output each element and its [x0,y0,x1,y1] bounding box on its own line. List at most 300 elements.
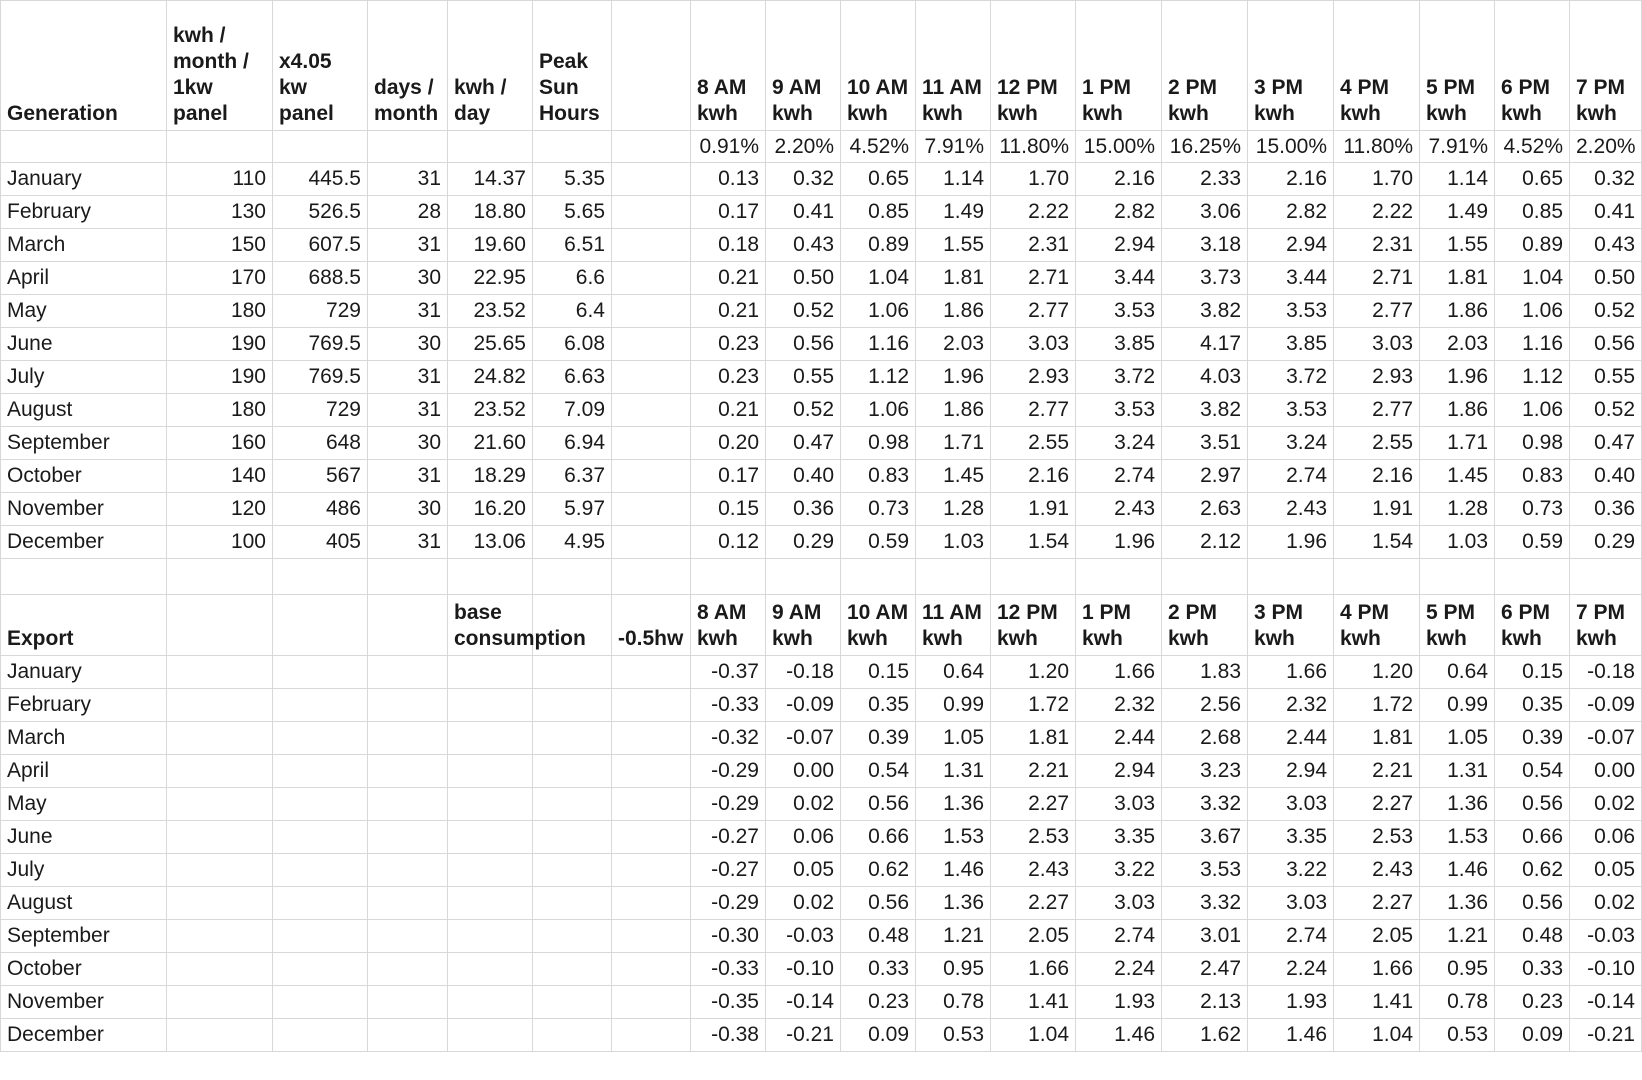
value-cell[interactable] [448,722,533,755]
value-cell[interactable]: 30 [368,328,448,361]
value-cell[interactable]: 0.29 [1570,526,1642,559]
value-cell[interactable]: 30 [368,493,448,526]
value-cell[interactable]: 0.99 [1420,689,1495,722]
empty-cell[interactable] [1162,559,1248,595]
value-cell[interactable]: 0.32 [1570,163,1642,196]
value-cell[interactable] [612,328,691,361]
value-cell[interactable]: 0.62 [841,854,916,887]
value-cell[interactable]: 1.66 [991,953,1076,986]
value-cell[interactable]: 100 [167,526,273,559]
value-cell[interactable]: 180 [167,394,273,427]
value-cell[interactable]: 6.94 [533,427,612,460]
value-cell[interactable] [448,920,533,953]
value-cell[interactable]: 0.20 [691,427,766,460]
value-cell[interactable]: 3.35 [1076,821,1162,854]
value-cell[interactable]: 2.55 [1334,427,1420,460]
value-cell[interactable]: 1.86 [1420,295,1495,328]
value-cell[interactable]: 0.39 [841,722,916,755]
empty-cell[interactable] [533,131,612,163]
value-cell[interactable]: 1.53 [1420,821,1495,854]
value-cell[interactable]: 1.36 [1420,887,1495,920]
value-cell[interactable]: 30 [368,262,448,295]
value-cell[interactable] [533,656,612,689]
value-cell[interactable]: 28 [368,196,448,229]
value-cell[interactable]: 3.22 [1076,854,1162,887]
percentage-cell[interactable]: 15.00% [1076,131,1162,163]
value-cell[interactable]: 486 [273,493,368,526]
value-cell[interactable]: 2.43 [1248,493,1334,526]
value-cell[interactable]: 0.52 [766,394,841,427]
value-cell[interactable]: 1.72 [1334,689,1420,722]
value-cell[interactable]: 1.41 [1334,986,1420,1019]
value-cell[interactable]: 1.91 [1334,493,1420,526]
value-cell[interactable]: 24.82 [448,361,533,394]
value-cell[interactable]: 1.21 [916,920,991,953]
value-cell[interactable]: 2.74 [1076,460,1162,493]
value-cell[interactable]: 0.33 [841,953,916,986]
month-cell[interactable]: July [1,854,167,887]
month-cell[interactable]: December [1,1019,167,1052]
value-cell[interactable]: 3.85 [1076,328,1162,361]
value-cell[interactable]: 1.91 [991,493,1076,526]
value-cell[interactable]: 0.83 [841,460,916,493]
value-cell[interactable]: 0.39 [1495,722,1570,755]
value-cell[interactable]: 1.03 [916,526,991,559]
value-cell[interactable] [612,196,691,229]
value-cell[interactable]: 1.05 [916,722,991,755]
value-cell[interactable] [368,689,448,722]
value-cell[interactable]: 190 [167,361,273,394]
month-cell[interactable]: August [1,394,167,427]
value-cell[interactable]: 6.37 [533,460,612,493]
value-cell[interactable]: 0.52 [766,295,841,328]
percentage-cell[interactable]: 15.00% [1248,131,1334,163]
value-cell[interactable]: 1.86 [916,394,991,427]
value-cell[interactable] [273,821,368,854]
value-cell[interactable]: 6.63 [533,361,612,394]
value-cell[interactable]: 2.27 [1334,887,1420,920]
value-cell[interactable] [533,1019,612,1052]
value-cell[interactable]: -0.03 [1570,920,1642,953]
value-cell[interactable]: 1.05 [1420,722,1495,755]
month-cell[interactable]: June [1,328,167,361]
value-cell[interactable]: 0.85 [1495,196,1570,229]
value-cell[interactable] [448,755,533,788]
value-cell[interactable]: 1.54 [1334,526,1420,559]
value-cell[interactable]: 1.93 [1076,986,1162,1019]
value-cell[interactable]: 1.66 [1076,656,1162,689]
value-cell[interactable]: 1.36 [916,887,991,920]
value-cell[interactable] [612,229,691,262]
value-cell[interactable]: 2.33 [1162,163,1248,196]
value-cell[interactable]: -0.21 [1570,1019,1642,1052]
value-cell[interactable]: 2.43 [991,854,1076,887]
value-cell[interactable]: -0.14 [766,986,841,1019]
value-cell[interactable]: 0.05 [1570,854,1642,887]
value-cell[interactable]: 3.44 [1248,262,1334,295]
value-cell[interactable]: 18.29 [448,460,533,493]
value-cell[interactable]: 16.20 [448,493,533,526]
value-cell[interactable]: 0.00 [766,755,841,788]
value-cell[interactable]: 0.52 [1570,295,1642,328]
value-cell[interactable]: 1.14 [1420,163,1495,196]
month-cell[interactable]: March [1,722,167,755]
empty-cell[interactable] [991,559,1076,595]
value-cell[interactable]: 0.53 [1420,1019,1495,1052]
value-cell[interactable] [612,526,691,559]
value-cell[interactable]: 3.22 [1248,854,1334,887]
value-cell[interactable]: 0.21 [691,394,766,427]
value-cell[interactable]: 0.56 [766,328,841,361]
value-cell[interactable]: 3.06 [1162,196,1248,229]
value-cell[interactable]: 3.03 [1076,788,1162,821]
value-cell[interactable]: 1.06 [841,295,916,328]
value-cell[interactable]: 22.95 [448,262,533,295]
value-cell[interactable]: 1.96 [1248,526,1334,559]
month-cell[interactable]: February [1,689,167,722]
value-cell[interactable]: 0.48 [841,920,916,953]
empty-cell[interactable] [368,131,448,163]
value-cell[interactable]: -0.07 [1570,722,1642,755]
value-cell[interactable]: 18.80 [448,196,533,229]
month-cell[interactable]: February [1,196,167,229]
percentage-cell[interactable]: 11.80% [1334,131,1420,163]
value-cell[interactable]: -0.14 [1570,986,1642,1019]
empty-cell[interactable] [766,559,841,595]
month-cell[interactable]: September [1,427,167,460]
value-cell[interactable]: 0.48 [1495,920,1570,953]
value-cell[interactable]: 160 [167,427,273,460]
value-cell[interactable] [612,755,691,788]
value-cell[interactable] [368,722,448,755]
empty-cell[interactable] [533,559,612,595]
value-cell[interactable]: 0.06 [1570,821,1642,854]
value-cell[interactable] [167,1019,273,1052]
value-cell[interactable]: -0.27 [691,854,766,887]
empty-cell[interactable] [691,559,766,595]
month-cell[interactable]: September [1,920,167,953]
value-cell[interactable] [533,722,612,755]
value-cell[interactable]: 1.66 [1334,953,1420,986]
value-cell[interactable]: 0.56 [1570,328,1642,361]
value-cell[interactable]: -0.35 [691,986,766,1019]
header-cell[interactable]: 11 AM kwh [916,1,991,131]
header-cell[interactable]: 3 PM kwh [1248,1,1334,131]
value-cell[interactable]: 2.82 [1248,196,1334,229]
header-cell[interactable]: base consumption [448,595,533,656]
value-cell[interactable] [167,920,273,953]
month-cell[interactable]: January [1,656,167,689]
value-cell[interactable]: 729 [273,295,368,328]
percentage-cell[interactable]: 4.52% [1495,131,1570,163]
value-cell[interactable]: 0.17 [691,196,766,229]
value-cell[interactable] [167,887,273,920]
value-cell[interactable]: -0.09 [1570,689,1642,722]
value-cell[interactable]: 0.56 [841,887,916,920]
value-cell[interactable] [167,821,273,854]
value-cell[interactable]: 0.66 [841,821,916,854]
value-cell[interactable]: 445.5 [273,163,368,196]
value-cell[interactable]: 0.54 [1495,755,1570,788]
value-cell[interactable]: 31 [368,526,448,559]
value-cell[interactable] [368,854,448,887]
value-cell[interactable] [533,953,612,986]
value-cell[interactable]: 0.40 [766,460,841,493]
header-cell[interactable]: 8 AM kwh [691,1,766,131]
empty-cell[interactable] [273,131,368,163]
value-cell[interactable]: 2.94 [1076,755,1162,788]
header-cell[interactable]: 9 AM kwh [766,595,841,656]
value-cell[interactable] [273,788,368,821]
value-cell[interactable]: 0.06 [766,821,841,854]
header-cell[interactable]: 2 PM kwh [1162,1,1248,131]
value-cell[interactable] [612,1019,691,1052]
value-cell[interactable]: 2.12 [1162,526,1248,559]
value-cell[interactable]: 3.44 [1076,262,1162,295]
empty-cell[interactable] [448,559,533,595]
value-cell[interactable] [612,262,691,295]
value-cell[interactable]: 5.65 [533,196,612,229]
header-cell[interactable]: days / month [368,1,448,131]
value-cell[interactable]: 0.21 [691,295,766,328]
value-cell[interactable]: 0.35 [1495,689,1570,722]
value-cell[interactable]: -0.27 [691,821,766,854]
value-cell[interactable]: 2.93 [1334,361,1420,394]
value-cell[interactable]: 1.66 [1248,656,1334,689]
value-cell[interactable]: 0.32 [766,163,841,196]
value-cell[interactable] [273,854,368,887]
header-cell[interactable]: 12 PM kwh [991,595,1076,656]
value-cell[interactable]: 0.35 [841,689,916,722]
value-cell[interactable]: 3.32 [1162,788,1248,821]
value-cell[interactable]: 170 [167,262,273,295]
value-cell[interactable]: 1.93 [1248,986,1334,1019]
value-cell[interactable] [368,953,448,986]
value-cell[interactable]: 1.41 [991,986,1076,1019]
value-cell[interactable] [368,656,448,689]
value-cell[interactable] [167,854,273,887]
empty-cell[interactable] [1,131,167,163]
value-cell[interactable]: 3.32 [1162,887,1248,920]
header-cell[interactable]: kwh / day [448,1,533,131]
value-cell[interactable]: 1.72 [991,689,1076,722]
value-cell[interactable]: 1.81 [916,262,991,295]
value-cell[interactable]: 1.36 [916,788,991,821]
value-cell[interactable]: 3.53 [1248,394,1334,427]
value-cell[interactable]: 0.98 [841,427,916,460]
value-cell[interactable]: 6.6 [533,262,612,295]
value-cell[interactable]: 1.31 [916,755,991,788]
value-cell[interactable]: 0.73 [841,493,916,526]
value-cell[interactable]: 567 [273,460,368,493]
value-cell[interactable]: 3.35 [1248,821,1334,854]
value-cell[interactable]: 769.5 [273,361,368,394]
value-cell[interactable]: 13.06 [448,526,533,559]
value-cell[interactable]: 2.24 [1076,953,1162,986]
value-cell[interactable] [612,656,691,689]
value-cell[interactable]: 0.95 [1420,953,1495,986]
value-cell[interactable] [533,920,612,953]
percentage-cell[interactable]: 7.91% [1420,131,1495,163]
value-cell[interactable]: 2.53 [991,821,1076,854]
value-cell[interactable]: 3.03 [1076,887,1162,920]
value-cell[interactable]: 1.83 [1162,656,1248,689]
value-cell[interactable]: 3.03 [1248,887,1334,920]
value-cell[interactable]: 3.72 [1076,361,1162,394]
value-cell[interactable]: 0.15 [691,493,766,526]
value-cell[interactable]: 0.64 [916,656,991,689]
value-cell[interactable]: -0.09 [766,689,841,722]
value-cell[interactable]: 2.74 [1248,920,1334,953]
value-cell[interactable] [448,788,533,821]
value-cell[interactable]: -0.10 [766,953,841,986]
value-cell[interactable]: 0.43 [766,229,841,262]
value-cell[interactable]: 3.85 [1248,328,1334,361]
value-cell[interactable] [612,689,691,722]
value-cell[interactable]: 2.21 [1334,755,1420,788]
value-cell[interactable]: 729 [273,394,368,427]
value-cell[interactable]: 0.41 [766,196,841,229]
percentage-cell[interactable]: 2.20% [766,131,841,163]
value-cell[interactable] [273,953,368,986]
value-cell[interactable]: 0.33 [1495,953,1570,986]
value-cell[interactable]: 0.40 [1570,460,1642,493]
empty-cell[interactable] [1495,559,1570,595]
value-cell[interactable]: 0.50 [1570,262,1642,295]
value-cell[interactable]: 0.52 [1570,394,1642,427]
value-cell[interactable]: 1.28 [1420,493,1495,526]
value-cell[interactable] [533,854,612,887]
value-cell[interactable]: 1.21 [1420,920,1495,953]
header-cell[interactable]: 5 PM kwh [1420,1,1495,131]
value-cell[interactable]: 1.20 [991,656,1076,689]
empty-cell[interactable] [841,559,916,595]
value-cell[interactable]: 0.21 [691,262,766,295]
value-cell[interactable] [448,689,533,722]
value-cell[interactable]: 2.16 [1334,460,1420,493]
value-cell[interactable]: 2.82 [1076,196,1162,229]
value-cell[interactable]: 2.56 [1162,689,1248,722]
value-cell[interactable]: 2.77 [1334,394,1420,427]
value-cell[interactable] [273,986,368,1019]
value-cell[interactable]: 0.15 [1495,656,1570,689]
value-cell[interactable]: 2.47 [1162,953,1248,986]
value-cell[interactable]: 2.44 [1248,722,1334,755]
value-cell[interactable]: 0.64 [1420,656,1495,689]
header-cell[interactable]: 10 AM kwh [841,595,916,656]
value-cell[interactable]: -0.38 [691,1019,766,1052]
value-cell[interactable]: 607.5 [273,229,368,262]
value-cell[interactable]: -0.37 [691,656,766,689]
value-cell[interactable]: 0.43 [1570,229,1642,262]
value-cell[interactable]: 3.01 [1162,920,1248,953]
value-cell[interactable]: 3.53 [1248,295,1334,328]
value-cell[interactable]: 0.23 [841,986,916,1019]
header-cell[interactable]: 3 PM kwh [1248,595,1334,656]
value-cell[interactable]: 0.65 [841,163,916,196]
value-cell[interactable]: 2.31 [991,229,1076,262]
header-cell[interactable]: Export [1,595,167,656]
value-cell[interactable]: 2.03 [1420,328,1495,361]
value-cell[interactable]: 2.44 [1076,722,1162,755]
value-cell[interactable]: 0.78 [916,986,991,1019]
value-cell[interactable]: 0.02 [766,788,841,821]
value-cell[interactable] [368,986,448,1019]
value-cell[interactable] [612,722,691,755]
value-cell[interactable] [612,887,691,920]
header-cell[interactable]: 6 PM kwh [1495,1,1570,131]
value-cell[interactable]: 1.28 [916,493,991,526]
value-cell[interactable]: 2.71 [1334,262,1420,295]
value-cell[interactable]: -0.33 [691,689,766,722]
value-cell[interactable]: 526.5 [273,196,368,229]
value-cell[interactable]: 7.09 [533,394,612,427]
header-cell[interactable]: 2 PM kwh [1162,595,1248,656]
value-cell[interactable]: 2.71 [991,262,1076,295]
value-cell[interactable]: 190 [167,328,273,361]
value-cell[interactable]: 5.35 [533,163,612,196]
value-cell[interactable]: 23.52 [448,394,533,427]
value-cell[interactable]: 4.95 [533,526,612,559]
value-cell[interactable]: 31 [368,460,448,493]
value-cell[interactable]: 0.02 [1570,788,1642,821]
value-cell[interactable] [273,887,368,920]
value-cell[interactable]: 2.43 [1076,493,1162,526]
value-cell[interactable] [612,493,691,526]
value-cell[interactable]: 6.51 [533,229,612,262]
value-cell[interactable]: 1.70 [1334,163,1420,196]
value-cell[interactable] [612,920,691,953]
value-cell[interactable] [533,821,612,854]
value-cell[interactable]: 2.32 [1248,689,1334,722]
value-cell[interactable]: 0.99 [916,689,991,722]
value-cell[interactable]: 3.53 [1076,394,1162,427]
value-cell[interactable]: 0.83 [1495,460,1570,493]
value-cell[interactable]: 1.53 [916,821,991,854]
value-cell[interactable]: 0.50 [766,262,841,295]
value-cell[interactable] [273,722,368,755]
value-cell[interactable]: 0.47 [766,427,841,460]
value-cell[interactable]: 648 [273,427,368,460]
value-cell[interactable]: 0.54 [841,755,916,788]
value-cell[interactable] [368,755,448,788]
header-cell[interactable]: Peak Sun Hours [533,1,612,131]
value-cell[interactable]: 5.97 [533,493,612,526]
header-cell[interactable]: kwh / month / 1kw panel [167,1,273,131]
month-cell[interactable]: April [1,755,167,788]
empty-cell[interactable] [1076,559,1162,595]
value-cell[interactable] [167,788,273,821]
header-cell[interactable]: 7 PM kwh [1570,595,1642,656]
value-cell[interactable]: 3.23 [1162,755,1248,788]
value-cell[interactable]: 1.04 [1334,1019,1420,1052]
value-cell[interactable]: 1.14 [916,163,991,196]
value-cell[interactable]: 31 [368,229,448,262]
value-cell[interactable] [273,689,368,722]
value-cell[interactable]: 0.41 [1570,196,1642,229]
value-cell[interactable] [167,722,273,755]
value-cell[interactable]: 2.63 [1162,493,1248,526]
value-cell[interactable]: 3.82 [1162,295,1248,328]
value-cell[interactable]: 2.77 [1334,295,1420,328]
value-cell[interactable]: 0.55 [766,361,841,394]
value-cell[interactable]: 1.96 [1076,526,1162,559]
value-cell[interactable]: 140 [167,460,273,493]
value-cell[interactable]: 1.46 [1248,1019,1334,1052]
value-cell[interactable]: 2.94 [1248,229,1334,262]
value-cell[interactable]: 130 [167,196,273,229]
month-cell[interactable]: January [1,163,167,196]
